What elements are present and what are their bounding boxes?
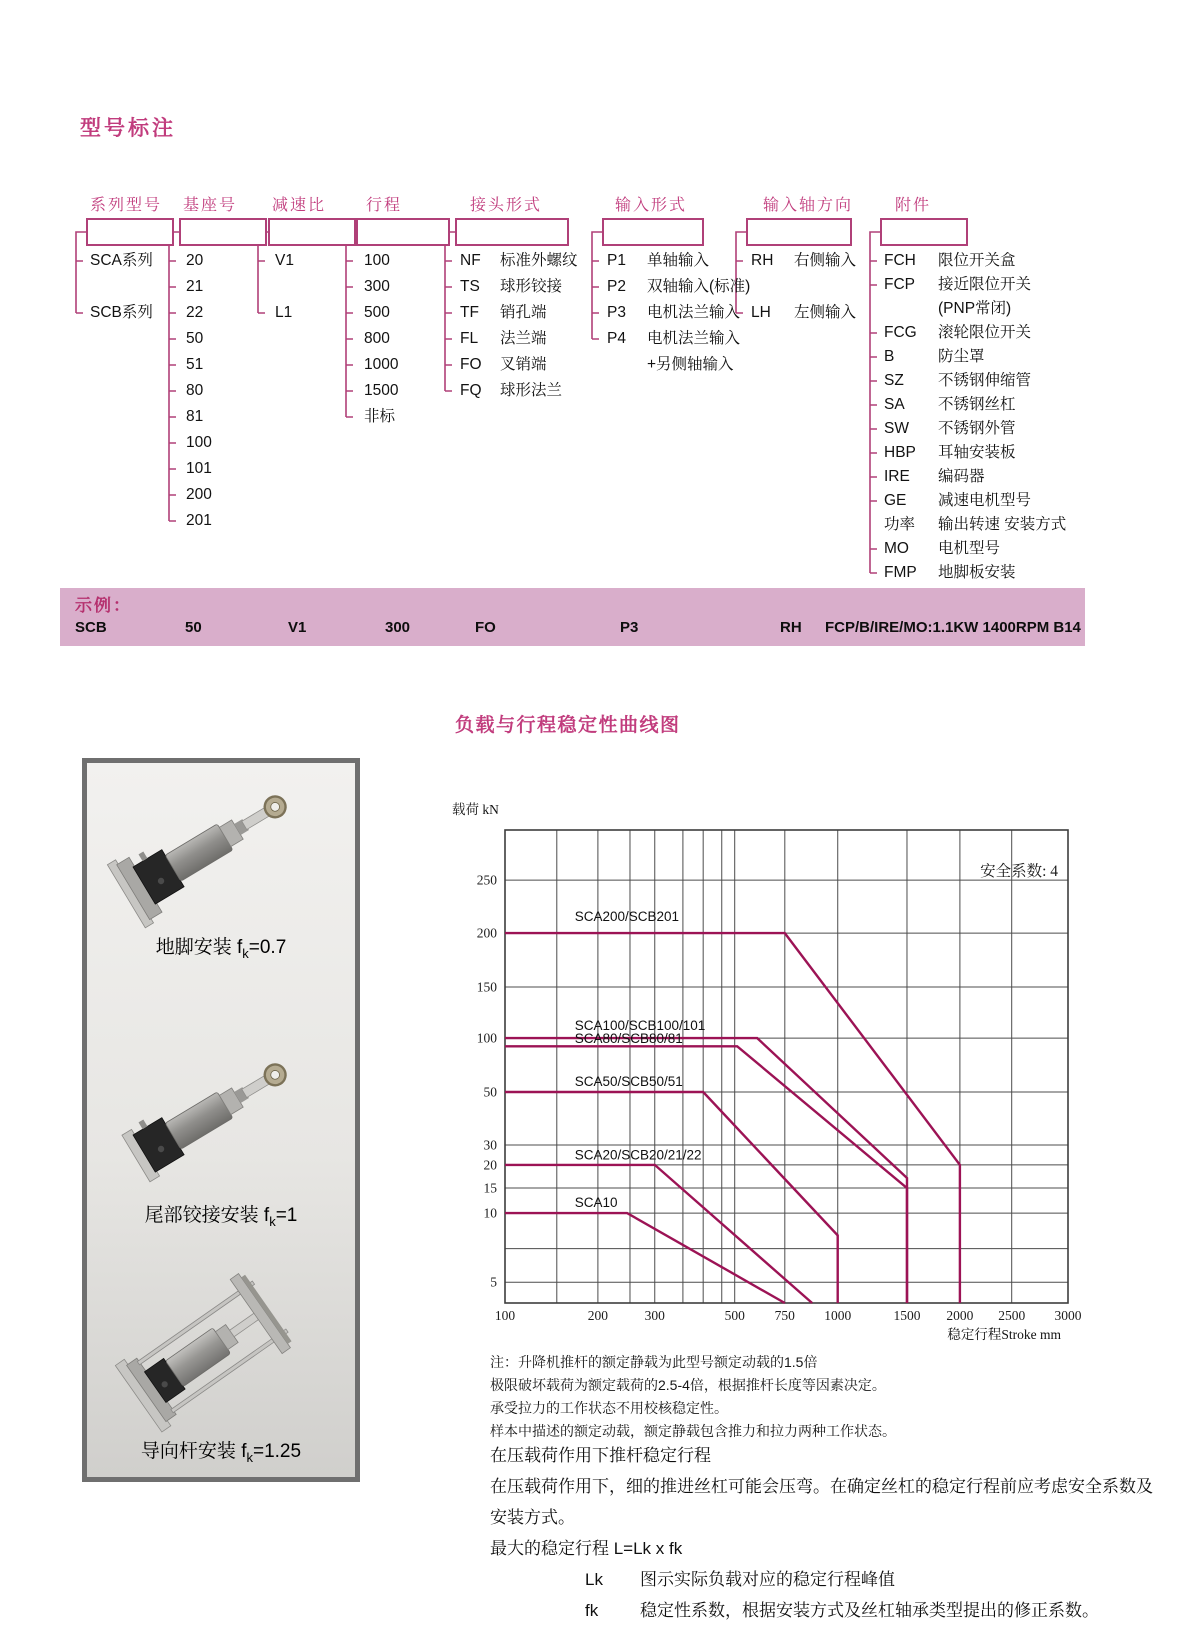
tree-item-code: 50 — [186, 330, 204, 347]
tree-item-code: FL — [460, 330, 479, 347]
tree-item-desc: 不锈钢丝杠 — [938, 396, 1016, 413]
tree-code-box — [268, 218, 356, 246]
chart-note: 承受拉力的工作状态不用校核稳定性。 — [490, 1400, 728, 1416]
tree-item-code: TF — [460, 304, 479, 321]
tree-item-desc: 叉销端 — [500, 356, 547, 373]
example-code-segment: V1 — [288, 619, 307, 636]
load-stroke-chart — [440, 790, 1110, 1345]
safety-factor-annotation: 安全系数: 4 — [980, 863, 1058, 880]
caption-factor: =0.7 — [248, 937, 287, 958]
tree-code-box — [880, 218, 968, 246]
def-term: Lk — [585, 1570, 603, 1589]
caption-guide-rod-mount — [87, 1436, 355, 1465]
tree-column-header: 输入轴方向 — [763, 197, 854, 214]
curve-sca50-scb50-51 — [505, 1092, 838, 1303]
x-axis-title: 稳定行程Stroke mm — [947, 1327, 1061, 1342]
tree-item-code: 51 — [186, 356, 204, 373]
tree-item-desc: 减速电机型号 — [938, 492, 1032, 509]
tree-column-header: 系列型号 — [90, 197, 163, 214]
caption-factor: =1.25 — [252, 1441, 302, 1462]
tree-item-code: B — [884, 348, 895, 365]
y-tick-label: 15 — [483, 1180, 497, 1196]
tree-item-desc: 接近限位开关 — [938, 276, 1032, 293]
caption-factor: =1 — [275, 1205, 298, 1226]
tree-item-code: 非标 — [364, 408, 396, 425]
example-label: 示例： — [75, 596, 132, 615]
tree-item-code: 101 — [186, 460, 212, 477]
chart-note: 注：升降机推杆的额定静载为此型号额定动载的1.5倍 — [490, 1354, 818, 1370]
tree-item-code: 100 — [186, 434, 212, 451]
curve-sca200-scb201 — [505, 933, 960, 1303]
tree-item-code: P3 — [607, 304, 626, 321]
y-axis-title: 载荷 kN — [452, 802, 499, 817]
tree-item-code: 1500 — [364, 382, 399, 399]
tree-connector — [870, 232, 880, 573]
tree-item-desc: 标准外螺纹 — [500, 252, 578, 269]
caption-text: 导向杆安装 f — [140, 1441, 247, 1462]
tree-item-code: SW — [884, 420, 909, 437]
caption-sub: k — [242, 945, 249, 961]
tree-item-desc: 防尘罩 — [938, 348, 985, 365]
tree-item-code: SCA系列 — [90, 252, 153, 269]
x-tick-label: 500 — [724, 1308, 745, 1323]
tree-item-desc: 编码器 — [938, 468, 985, 485]
tree-code-box — [602, 218, 704, 246]
y-tick-label: 50 — [483, 1084, 497, 1100]
tree-item-code: P1 — [607, 252, 626, 269]
tree-item-desc: 耳轴安装板 — [938, 444, 1016, 461]
stability-paragraph: 在压载荷作用下，细的推进丝杠可能会压弯。在确定丝杠的稳定行程前应考虑安全系数及安装方式。 — [490, 1477, 1153, 1527]
x-tick-label: 3000 — [1054, 1308, 1082, 1323]
curve-label: SCA100/SCB100/101 — [574, 1018, 706, 1034]
tree-item-desc: 右侧输入 — [794, 252, 857, 269]
y-tick-label: 150 — [476, 979, 497, 995]
curve-label: SCA80/SCB80/81 — [574, 1030, 683, 1046]
chart-note: 极限破坏载荷为额定载荷的2.5-4倍，根据推杆长度等因素决定。 — [490, 1377, 886, 1393]
tree-item-code: GE — [884, 492, 907, 509]
example-code-segment: RH — [780, 619, 802, 636]
tree-code-box — [86, 218, 174, 246]
stability-text-block — [490, 1440, 1166, 1626]
tree-item-code: RH — [751, 252, 774, 269]
tree-column-header: 附件 — [895, 197, 932, 214]
tree-item-desc: 左侧输入 — [794, 304, 857, 321]
tree-item-code: 800 — [364, 330, 390, 347]
tree-column-header: 输入形式 — [615, 197, 688, 214]
tree-item-code: MO — [884, 540, 909, 557]
tree-item-desc: 单轴输入 — [647, 252, 710, 269]
tree-connector — [445, 232, 455, 391]
tree-connector — [76, 232, 86, 313]
y-tick-label: 250 — [476, 872, 497, 888]
tree-item-desc: 电机法兰输入 — [647, 330, 741, 347]
stability-heading: 在压载荷作用下推杆稳定行程 — [490, 1446, 711, 1465]
y-tick-label: 30 — [483, 1137, 497, 1153]
tree-item-desc: 法兰端 — [500, 330, 547, 347]
curve-label: SCA20/SCB20/21/22 — [574, 1147, 702, 1163]
tree-column-header: 基座号 — [183, 197, 238, 214]
tree-item-code: FCH — [884, 252, 916, 269]
tree-item-desc: 双轴输入(标准) — [647, 278, 751, 295]
example-code-segment: 300 — [385, 619, 411, 636]
tree-item-code: SZ — [884, 372, 904, 389]
x-tick-label: 200 — [587, 1308, 609, 1323]
example-code-segment: FO — [475, 619, 496, 636]
tree-item-desc: 滚轮限位开关 — [938, 324, 1032, 341]
x-tick-label: 2500 — [998, 1308, 1026, 1323]
example-code-segment: FCP/B/IRE/MO:1.1KW 1400RPM B14 — [825, 619, 1081, 636]
tree-item-code: 201 — [186, 512, 212, 529]
tree-column-header: 接头形式 — [470, 197, 543, 214]
caption-text: 尾部铰接安装 f — [144, 1205, 270, 1226]
tree-item-code: 20 — [186, 252, 204, 269]
tree-column-header: 行程 — [366, 197, 403, 214]
curve-sca80-scb80-81 — [505, 1046, 907, 1303]
tree-item-code: FCG — [884, 324, 917, 341]
curve-sca100-scb100-101 — [505, 1038, 907, 1303]
tree-item-desc: 地脚板安装 — [938, 564, 1016, 581]
tree-item-code: 22 — [186, 304, 204, 321]
tree-item-code: IRE — [884, 468, 910, 485]
example-code-segment: SCB — [75, 619, 107, 636]
tree-item-code: 500 — [364, 304, 390, 321]
tree-item-code: LH — [751, 304, 771, 321]
tree-connector — [169, 232, 179, 521]
stability-def-row — [585, 1564, 1166, 1595]
actuator-photo-clevis-mount-icon — [92, 1040, 344, 1198]
x-tick-label: 1500 — [893, 1308, 921, 1323]
tree-item-desc: 销孔端 — [500, 304, 547, 321]
y-tick-label: 100 — [476, 1030, 497, 1046]
x-tick-label: 750 — [774, 1308, 795, 1323]
curve-label: SCA200/SCB201 — [574, 908, 680, 924]
caption-sub: k — [269, 1213, 276, 1229]
x-tick-label: 100 — [494, 1308, 516, 1323]
tree-item-code: 功率 — [884, 516, 916, 533]
chart-title: 负载与行程稳定性曲线图 — [455, 715, 681, 736]
tree-connector-lines — [0, 0, 1200, 690]
curve-label: SCA50/SCB50/51 — [574, 1074, 683, 1089]
curve-label: SCA10 — [574, 1195, 618, 1211]
actuator-photo-guide-rod-mount-icon — [92, 1258, 344, 1434]
tree-code-box — [356, 218, 450, 246]
actuator-photo-foot-mount-icon — [92, 772, 344, 930]
caption-clevis-mount — [87, 1200, 355, 1229]
tree-column-header: 减速比 — [272, 197, 327, 214]
tree-item-code: 100 — [364, 252, 390, 269]
tree-item-desc: 球形法兰 — [500, 382, 563, 399]
y-tick-label: 5 — [490, 1274, 497, 1290]
tree-item-code: L1 — [275, 304, 293, 321]
def-desc: 稳定性系数，根据安装方式及丝杠轴承类型提出的修正系数。 — [640, 1601, 1099, 1620]
def-term: fk — [585, 1601, 599, 1620]
tree-item-code: SA — [884, 396, 905, 413]
tree-connector — [346, 232, 356, 417]
tree-item-desc: +另侧轴输入 — [647, 356, 734, 373]
y-tick-label: 20 — [483, 1157, 497, 1173]
tree-connector — [592, 232, 602, 339]
tree-item-code: 200 — [186, 486, 212, 503]
example-code-segment: P3 — [620, 619, 639, 636]
example-code-segment: 50 — [185, 619, 202, 636]
tree-item-desc: 不锈钢伸缩管 — [938, 372, 1032, 389]
x-tick-label: 300 — [644, 1308, 665, 1323]
tree-item-code: SCB系列 — [90, 304, 153, 321]
tree-item-code: FO — [460, 356, 482, 373]
tree-code-box — [455, 218, 569, 246]
tree-item-desc: 输出转速 安装方式 — [938, 516, 1067, 533]
tree-item-code: 81 — [186, 408, 204, 425]
caption-text: 地脚安装 f — [155, 937, 243, 958]
tree-item-code: 21 — [186, 278, 204, 295]
tree-item-code: P4 — [607, 330, 626, 347]
x-tick-label: 1000 — [824, 1308, 852, 1323]
tree-code-box — [179, 218, 267, 246]
def-desc: 图示实际负载对应的稳定行程峰值 — [640, 1570, 895, 1589]
caption-foot-mount — [87, 932, 355, 961]
tree-item-desc: 不锈钢外管 — [938, 420, 1016, 437]
tree-item-code: V1 — [275, 252, 294, 269]
page-title: 型号标注 — [80, 117, 176, 140]
stability-def-row — [585, 1595, 1166, 1626]
tree-item-code: 300 — [364, 278, 390, 295]
y-tick-label: 10 — [483, 1205, 497, 1221]
tree-item-code: HBP — [884, 444, 916, 461]
tree-connector — [736, 232, 746, 313]
tree-item-desc: 限位开关盒 — [938, 252, 1016, 269]
tree-code-box — [746, 218, 852, 246]
x-tick-label: 2000 — [946, 1308, 974, 1323]
tree-item-code: 80 — [186, 382, 204, 399]
caption-sub: k — [246, 1449, 253, 1465]
tree-item-code: P2 — [607, 278, 626, 295]
example-band — [60, 588, 1085, 646]
chart-note: 样本中描述的额定动载，额定静载包含推力和拉力两种工作状态。 — [490, 1423, 896, 1439]
tree-item-desc: 球形铰接 — [500, 278, 563, 295]
curve-sca10 — [505, 1213, 785, 1303]
stability-formula: 最大的稳定行程 L=Lk x fk — [490, 1539, 683, 1558]
tree-item-desc: (PNP常闭) — [938, 300, 1012, 317]
tree-item-desc: 电机型号 — [938, 540, 1001, 557]
tree-item-code: FQ — [460, 382, 482, 399]
tree-item-code: NF — [460, 252, 481, 269]
tree-item-code: FCP — [884, 276, 915, 293]
tree-item-code: FMP — [884, 564, 917, 581]
tree-item-code: TS — [460, 278, 480, 295]
y-tick-label: 200 — [476, 925, 497, 941]
tree-item-code: 1000 — [364, 356, 399, 373]
tree-item-desc: 电机法兰输入 — [647, 304, 741, 321]
